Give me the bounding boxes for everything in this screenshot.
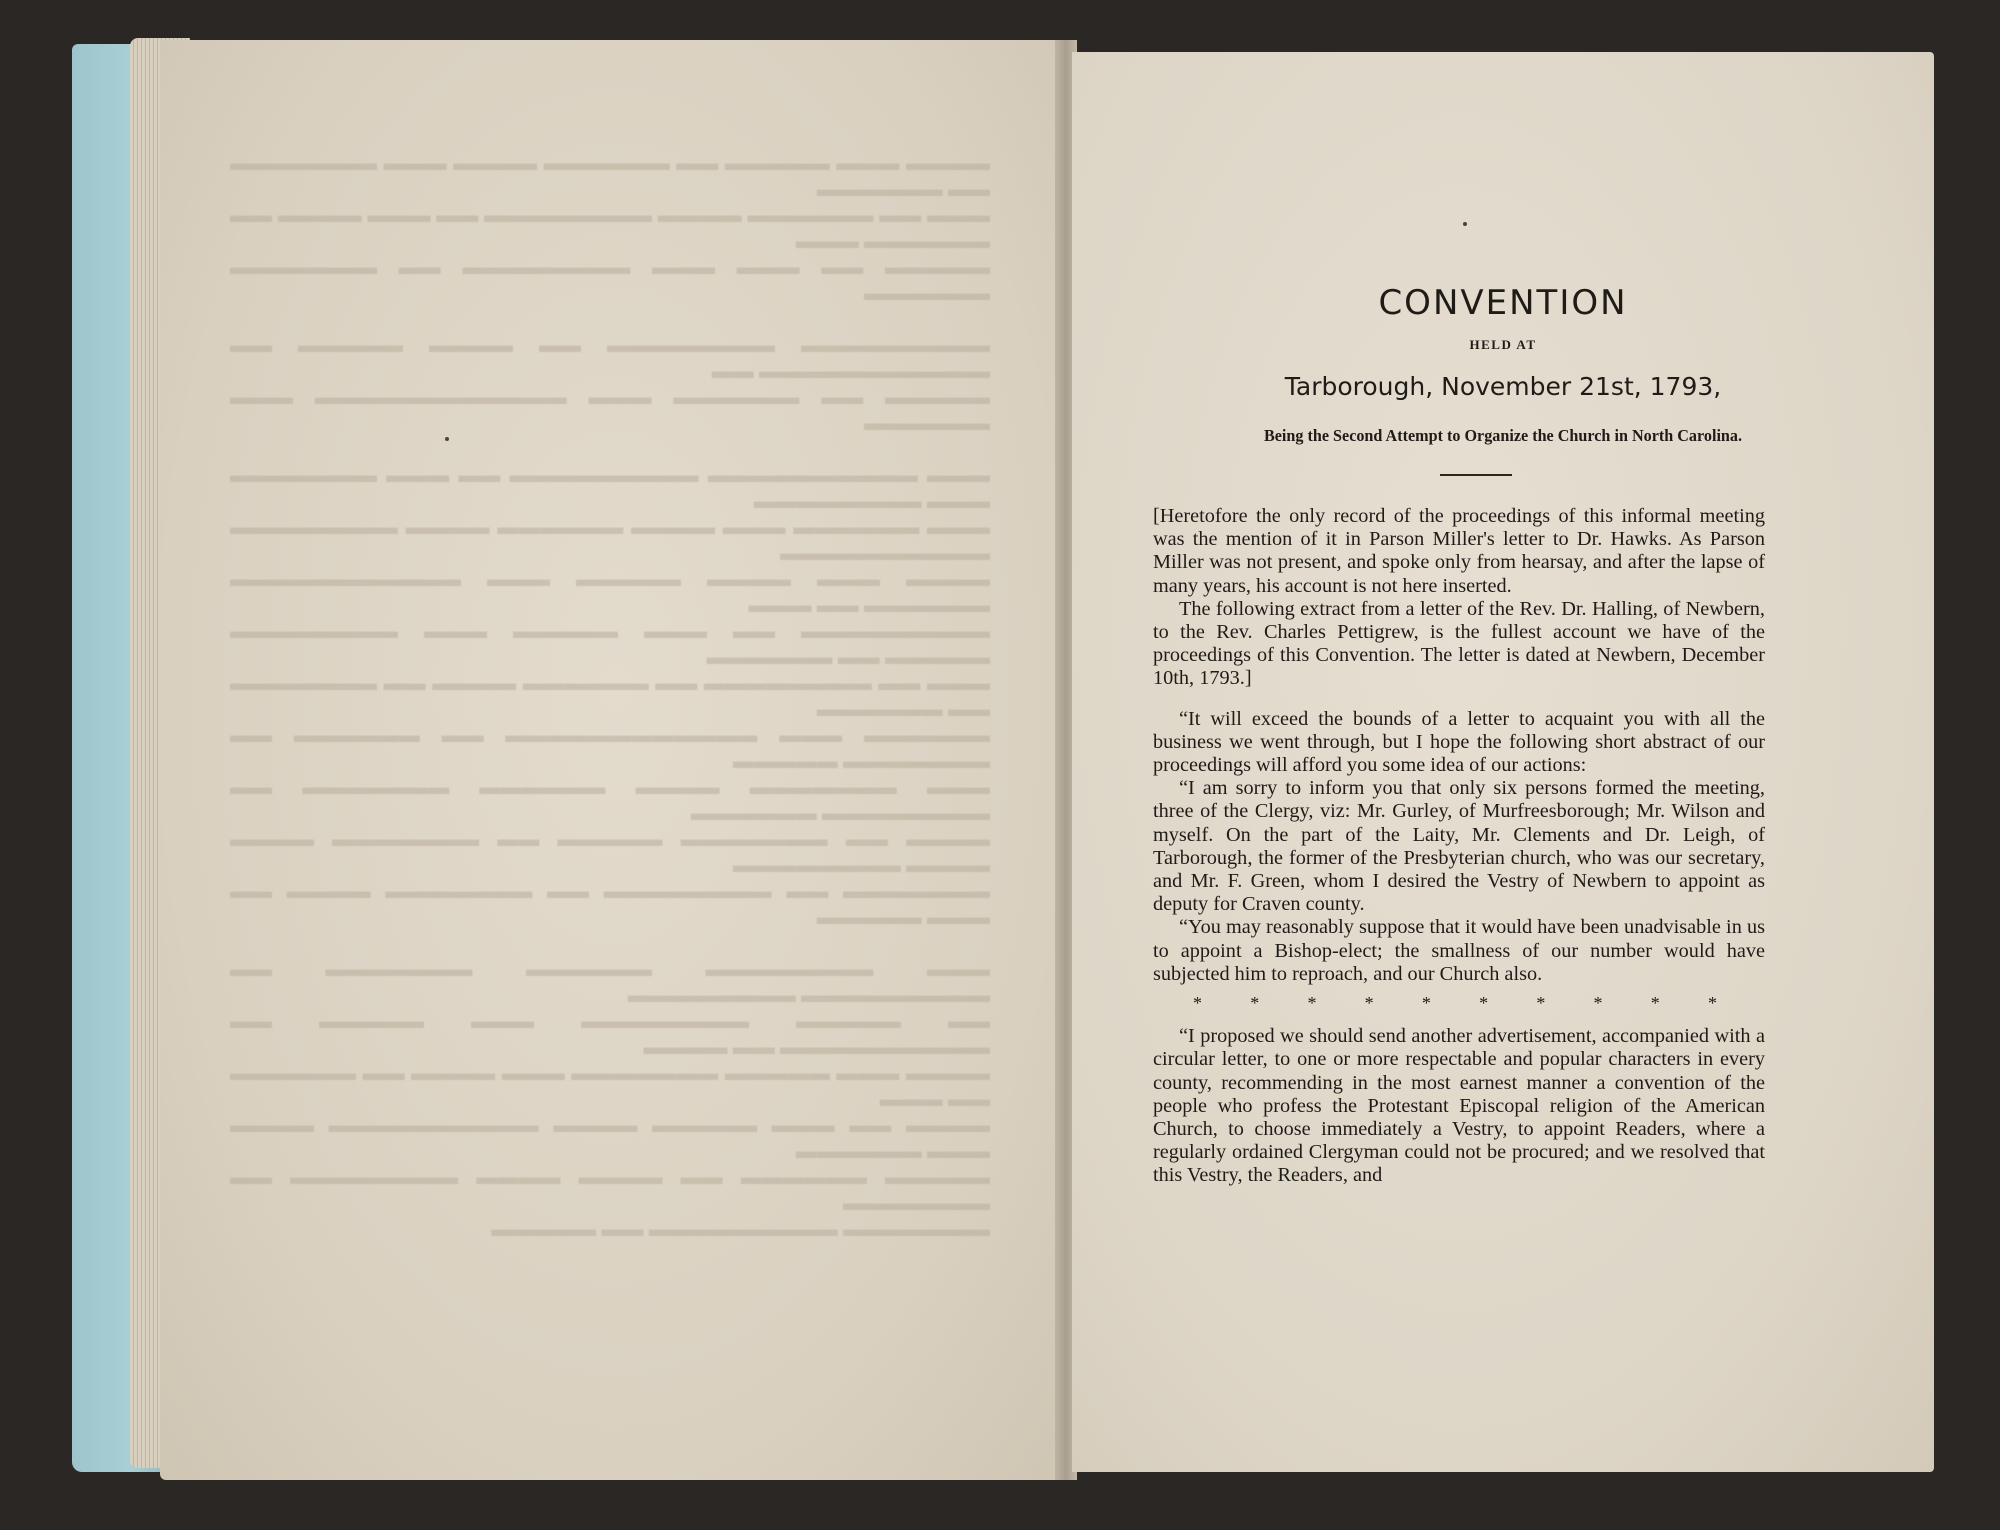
body-text [1153,505,1765,1188]
star: * [1193,993,1202,1014]
subtitle: Being the Second Attempt to Organize the Church in North Carolina. [1263,426,1743,445]
held-at-label: HELD AT [1469,337,1537,352]
paragraph-letter-2: “I am sorry to inform you that only six persons formed the meeting, three of the Clergy, viz: Mr. Gurley, of Murfreesborough; Mr. Wilson and myself. On the part of the Laity, Mr. Clements and Dr. Leigh, of Tarborough, the former of the Presbyterian church, who was our secretary, and Mr. F. Green, whom I desired the Vestry of Newbern to appoint as deputy for Craven county. [1153,777,1765,916]
place-date: Tarborough, November 21st, 1793, [1284,372,1722,401]
star: * [1364,993,1374,1014]
star: * [1479,993,1489,1014]
star: * [1307,993,1317,1014]
ellipsis-stars [1153,986,1765,1015]
star: * [1421,993,1431,1014]
ink-speck [445,437,449,441]
paragraph-letter-4: “I proposed we should send another advertisement, accompanied with a circular letter, to one or more respectable and popular characters in every county, recommending in the most earnest manner a convention of the people who profess the Protestant Episcopal religion of the American Church, to choose immediately a Vestry, to appoint Readers, where a regularly ordained Clergyman could not be procured; and we resolved that this Vestry, the Readers, and [1153,1025,1765,1187]
page-title: CONVENTION [1378,283,1628,323]
star: * [1250,993,1260,1014]
title-rule [1440,474,1512,476]
paragraph-letter-3: “You may reasonably suppose that it would have been unadvisable in us to appoint a Bishop-elect; the smallness of our number would have subjected him to reproach, and our Church also. [1153,916,1765,985]
star: * [1650,993,1660,1014]
paragraph-extract-note: The following extract from a letter of the Rev. Dr. Halling, of Newbern, to the Rev. Charles Pettigrew, is the fullest account we have of the proceedings of this Convention. The letter is dated at Newbern, December 10th, 1793.] [1153,597,1765,690]
star: * [1593,993,1603,1014]
paragraph-intro: [Heretofore the only record of the proceedings of this informal meeting was the mention of it in Parson Miller's letter to Dr. Hawks. As Parson Miller was not present, and spoke only from hearsay, and after the lapse of many years, his account is not here inserted. [1153,505,1765,597]
star: * [1536,993,1546,1014]
ink-speck [1463,222,1467,226]
bleed-through-texture: ▬▬▬▬ ▬▬▬ ▬▬▬▬▬ ▬▬ ▬▬▬▬▬▬ ▬▬▬▬ ▬▬▬ ▬▬▬▬▬▬▬ ▬▬ ▬▬▬▬▬▬ ▬▬▬ ▬▬ ▬▬▬▬▬▬ ▬▬▬▬ ▬▬▬▬▬▬▬▬ ▬▬ ▬▬▬ ▬▬▬▬ ▬▬ ▬▬▬▬▬▬ ▬▬▬ ▬▬▬▬▬ ▬▬ ▬▬▬ ▬▬▬ ▬▬▬▬▬▬▬▬ ▬▬ ▬▬▬▬▬▬▬ ▬▬▬▬▬▬ ▬▬▬▬▬▬▬▬▬ ▬▬▬▬▬▬▬▬ ▬▬ ▬▬▬▬ ▬▬▬▬▬ ▬▬ ▬▬▬▬▬▬▬▬▬▬▬ ▬▬ ▬▬▬▬▬ ▬▬ ▬▬▬▬▬▬ ▬▬▬ ▬▬▬▬▬▬▬▬▬▬▬▬ ▬▬▬ ▬▬▬▬▬▬ ▬▬▬ ▬▬▬▬▬▬▬▬▬▬ ▬▬▬▬▬▬▬▬▬ ▬▬ ▬▬▬ ▬▬▬▬▬▬▬ ▬▬▬ ▬▬▬▬▬▬▬▬ ▬▬▬ ▬▬▬▬▬▬ ▬▬▬ ▬▬▬▬ ▬▬▬▬▬▬ ▬▬▬▬ ▬▬▬▬▬▬▬▬ ▬▬▬▬▬▬▬▬▬▬ ▬▬▬▬ ▬▬▬ ▬▬▬▬ ▬▬▬▬▬ ▬▬▬ ▬▬▬▬▬▬▬▬▬▬▬ ▬▬▬▬▬▬ ▬▬ ▬▬▬ ▬▬▬▬▬▬▬▬▬ ▬▬ ▬▬▬ ▬▬▬▬▬ ▬▬▬ ▬▬▬▬▬▬▬▬ ▬▬▬▬▬ ▬▬ ▬▬▬▬▬▬ ▬▬▬ ▬▬ ▬▬▬▬▬▬▬▬ ▬▬ ▬▬▬▬▬▬ ▬▬▬▬ ▬▬ ▬▬▬▬▬▬▬ ▬▬ ▬▬▬▬▬▬ ▬▬▬▬▬▬ ▬▬▬ ▬▬▬▬▬▬▬▬▬▬▬▬ ▬▬ ▬▬▬▬▬▬ ▬▬ ▬▬▬▬▬▬▬ ▬▬▬▬▬ ▬▬▬ ▬▬▬▬▬▬▬ ▬▬▬▬ ▬▬▬▬▬▬ ▬▬▬▬▬▬▬ ▬▬ ▬▬▬▬▬▬▬▬ ▬▬▬▬▬▬ ▬▬▬▬ ▬▬ ▬▬▬▬▬▬▬ ▬▬▬▬▬ ▬▬ ▬▬▬▬▬▬▬ ▬▬▬▬ ▬▬▬▬ ▬▬▬▬▬▬▬▬ ▬▬▬▬▬▬▬ ▬▬ ▬▬▬▬▬▬▬▬ ▬▬ ▬▬▬▬▬▬▬ ▬▬▬▬ ▬▬ ▬▬▬ ▬▬▬▬▬ ▬▬▬ ▬▬▬▬▬▬▬▬ ▬▬▬▬▬▬ ▬▬▬▬▬▬▬ ▬▬ ▬▬▬▬▬▬▬▬▬ ▬▬▬▬▬▬▬▬ ▬▬ ▬▬▬▬▬ ▬▬▬▬▬▬▬▬ ▬▬▬ ▬▬▬▬▬ ▬▬ ▬▬▬▬▬▬▬▬▬▬ ▬▬ ▬▬▬▬ ▬▬▬▬ ▬▬▬ ▬▬▬▬▬ ▬▬▬▬▬▬▬ ▬▬▬ ▬▬▬▬ ▬▬ ▬▬▬▬▬▬ ▬▬ ▬▬▬ ▬▬▬▬ ▬▬ ▬▬▬ ▬▬▬▬▬ ▬▬▬▬ ▬▬▬▬▬▬▬▬▬▬ ▬▬▬▬ ▬▬▬ ▬▬▬▬▬▬ ▬▬▬▬▬ ▬▬▬▬▬▬ ▬▬ ▬▬▬▬ ▬▬▬▬ ▬▬▬▬▬▬▬▬ ▬▬ ▬▬▬▬▬▬▬ ▬▬▬▬▬▬▬ ▬▬▬▬▬▬▬▬▬ ▬▬ ▬▬▬▬▬ [230,151,990,1241]
star: * [1707,993,1717,1014]
paragraph-letter-1: “It will exceed the bounds of a letter to acquaint you with all the business we went through, but I hope the following short abstract of our proceedings will afford you some idea of our actions: [1153,707,1765,777]
